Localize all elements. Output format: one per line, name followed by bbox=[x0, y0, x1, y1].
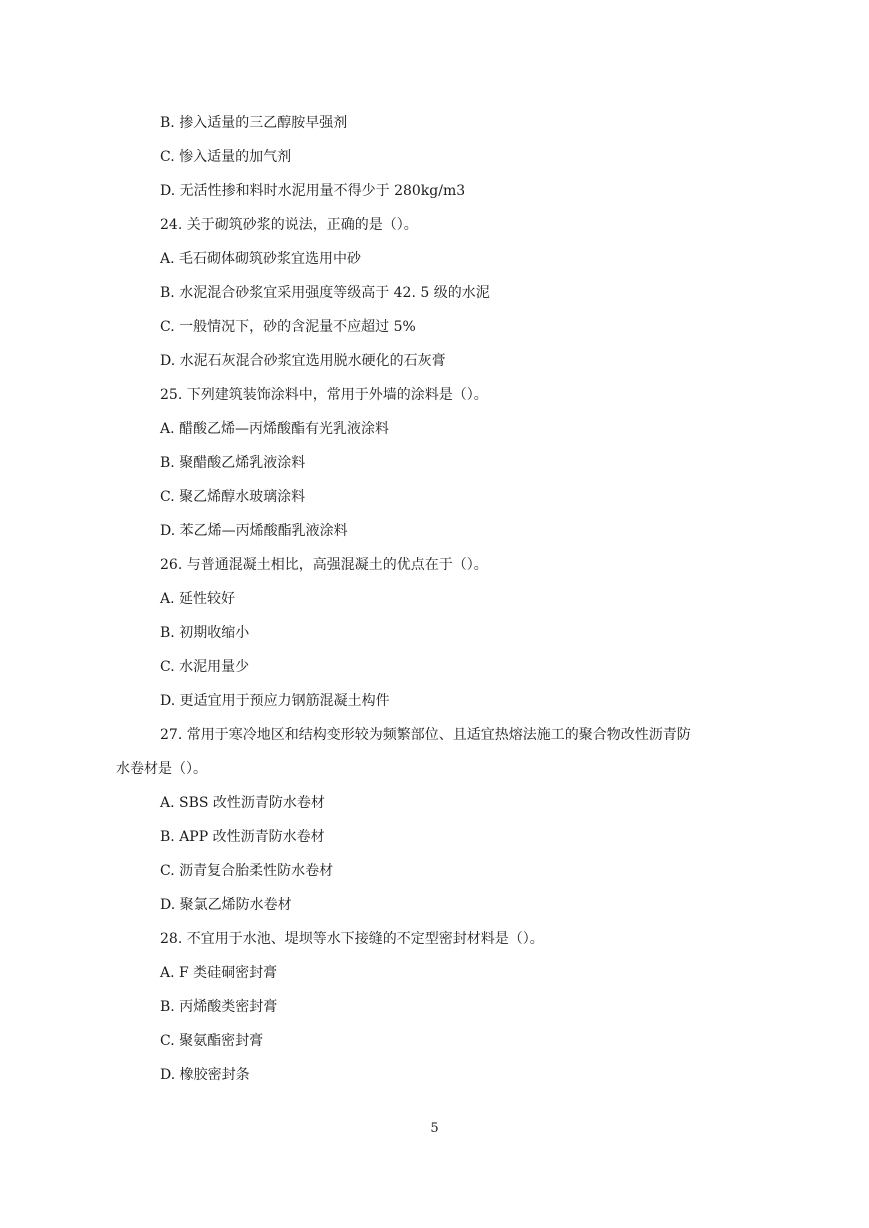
option-26d: D. 更适宜用于预应力钢筋混凝土构件 bbox=[160, 693, 390, 709]
option-28b: B. 丙烯酸类密封膏 bbox=[160, 999, 278, 1015]
option-25b: B. 聚醋酸乙烯乳液涂料 bbox=[160, 455, 306, 471]
option-23d: D. 无活性掺和料时水泥用量不得少于 280kg/m3 bbox=[160, 183, 466, 199]
option-27a: A. SBS 改性沥青防水卷材 bbox=[160, 795, 325, 811]
question-26: 26. 与普通混凝土相比，高强混凝土的优点在于（）。 bbox=[160, 557, 488, 573]
option-24c: C. 一般情况下，砂的含泥量不应超过 5% bbox=[160, 319, 416, 335]
option-28c: C. 聚氨酯密封膏 bbox=[160, 1033, 264, 1049]
option-25c: C. 聚乙烯醇水玻璃涂料 bbox=[160, 489, 306, 505]
question-28: 28. 不宜用于水池、堤坝等水下接缝的不定型密封材料是（）。 bbox=[160, 931, 544, 947]
option-28a: A. F 类硅硐密封膏 bbox=[160, 965, 278, 981]
option-27d: D. 聚氯乙烯防水卷材 bbox=[160, 897, 292, 913]
option-23b: B. 掺入适量的三乙醇胺早强剂 bbox=[160, 115, 348, 131]
option-24b: B. 水泥混合砂浆宜采用强度等级高于 42. 5 级的水泥 bbox=[160, 285, 490, 301]
option-27c: C. 沥青复合胎柔性防水卷材 bbox=[160, 863, 334, 879]
option-23c: C. 惨入适量的加气剂 bbox=[160, 149, 292, 165]
option-24a: A. 毛石砌体砌筑砂浆宜选用中砂 bbox=[160, 251, 362, 267]
question-25: 25. 下列建筑装饰涂料中，常用于外墙的涂料是（）。 bbox=[160, 387, 488, 403]
question-27: 27. 常用于寒冷地区和结构变形较为频繁部位、且适宜热熔法施工的聚合物改性沥青防 bbox=[160, 727, 691, 743]
option-28d: D. 橡胶密封条 bbox=[160, 1067, 250, 1083]
page-number: 5 bbox=[430, 1121, 439, 1136]
option-25d: D. 苯乙烯—丙烯酸酯乳液涂料 bbox=[160, 523, 348, 539]
option-26b: B. 初期收缩小 bbox=[160, 625, 250, 641]
option-25a: A. 醋酸乙烯—丙烯酸酯有光乳液涂料 bbox=[160, 421, 390, 437]
option-26a: A. 延性较好 bbox=[160, 591, 236, 607]
question-24: 24. 关于砌筑砂浆的说法，正确的是（）。 bbox=[160, 217, 418, 233]
question-27-continuation: 水卷材是（）。 bbox=[116, 761, 207, 777]
option-24d: D. 水泥石灰混合砂浆宜选用脱水硬化的石灰膏 bbox=[160, 353, 446, 369]
option-26c: C. 水泥用量少 bbox=[160, 659, 250, 675]
option-27b: B. APP 改性沥青防水卷材 bbox=[160, 829, 325, 845]
